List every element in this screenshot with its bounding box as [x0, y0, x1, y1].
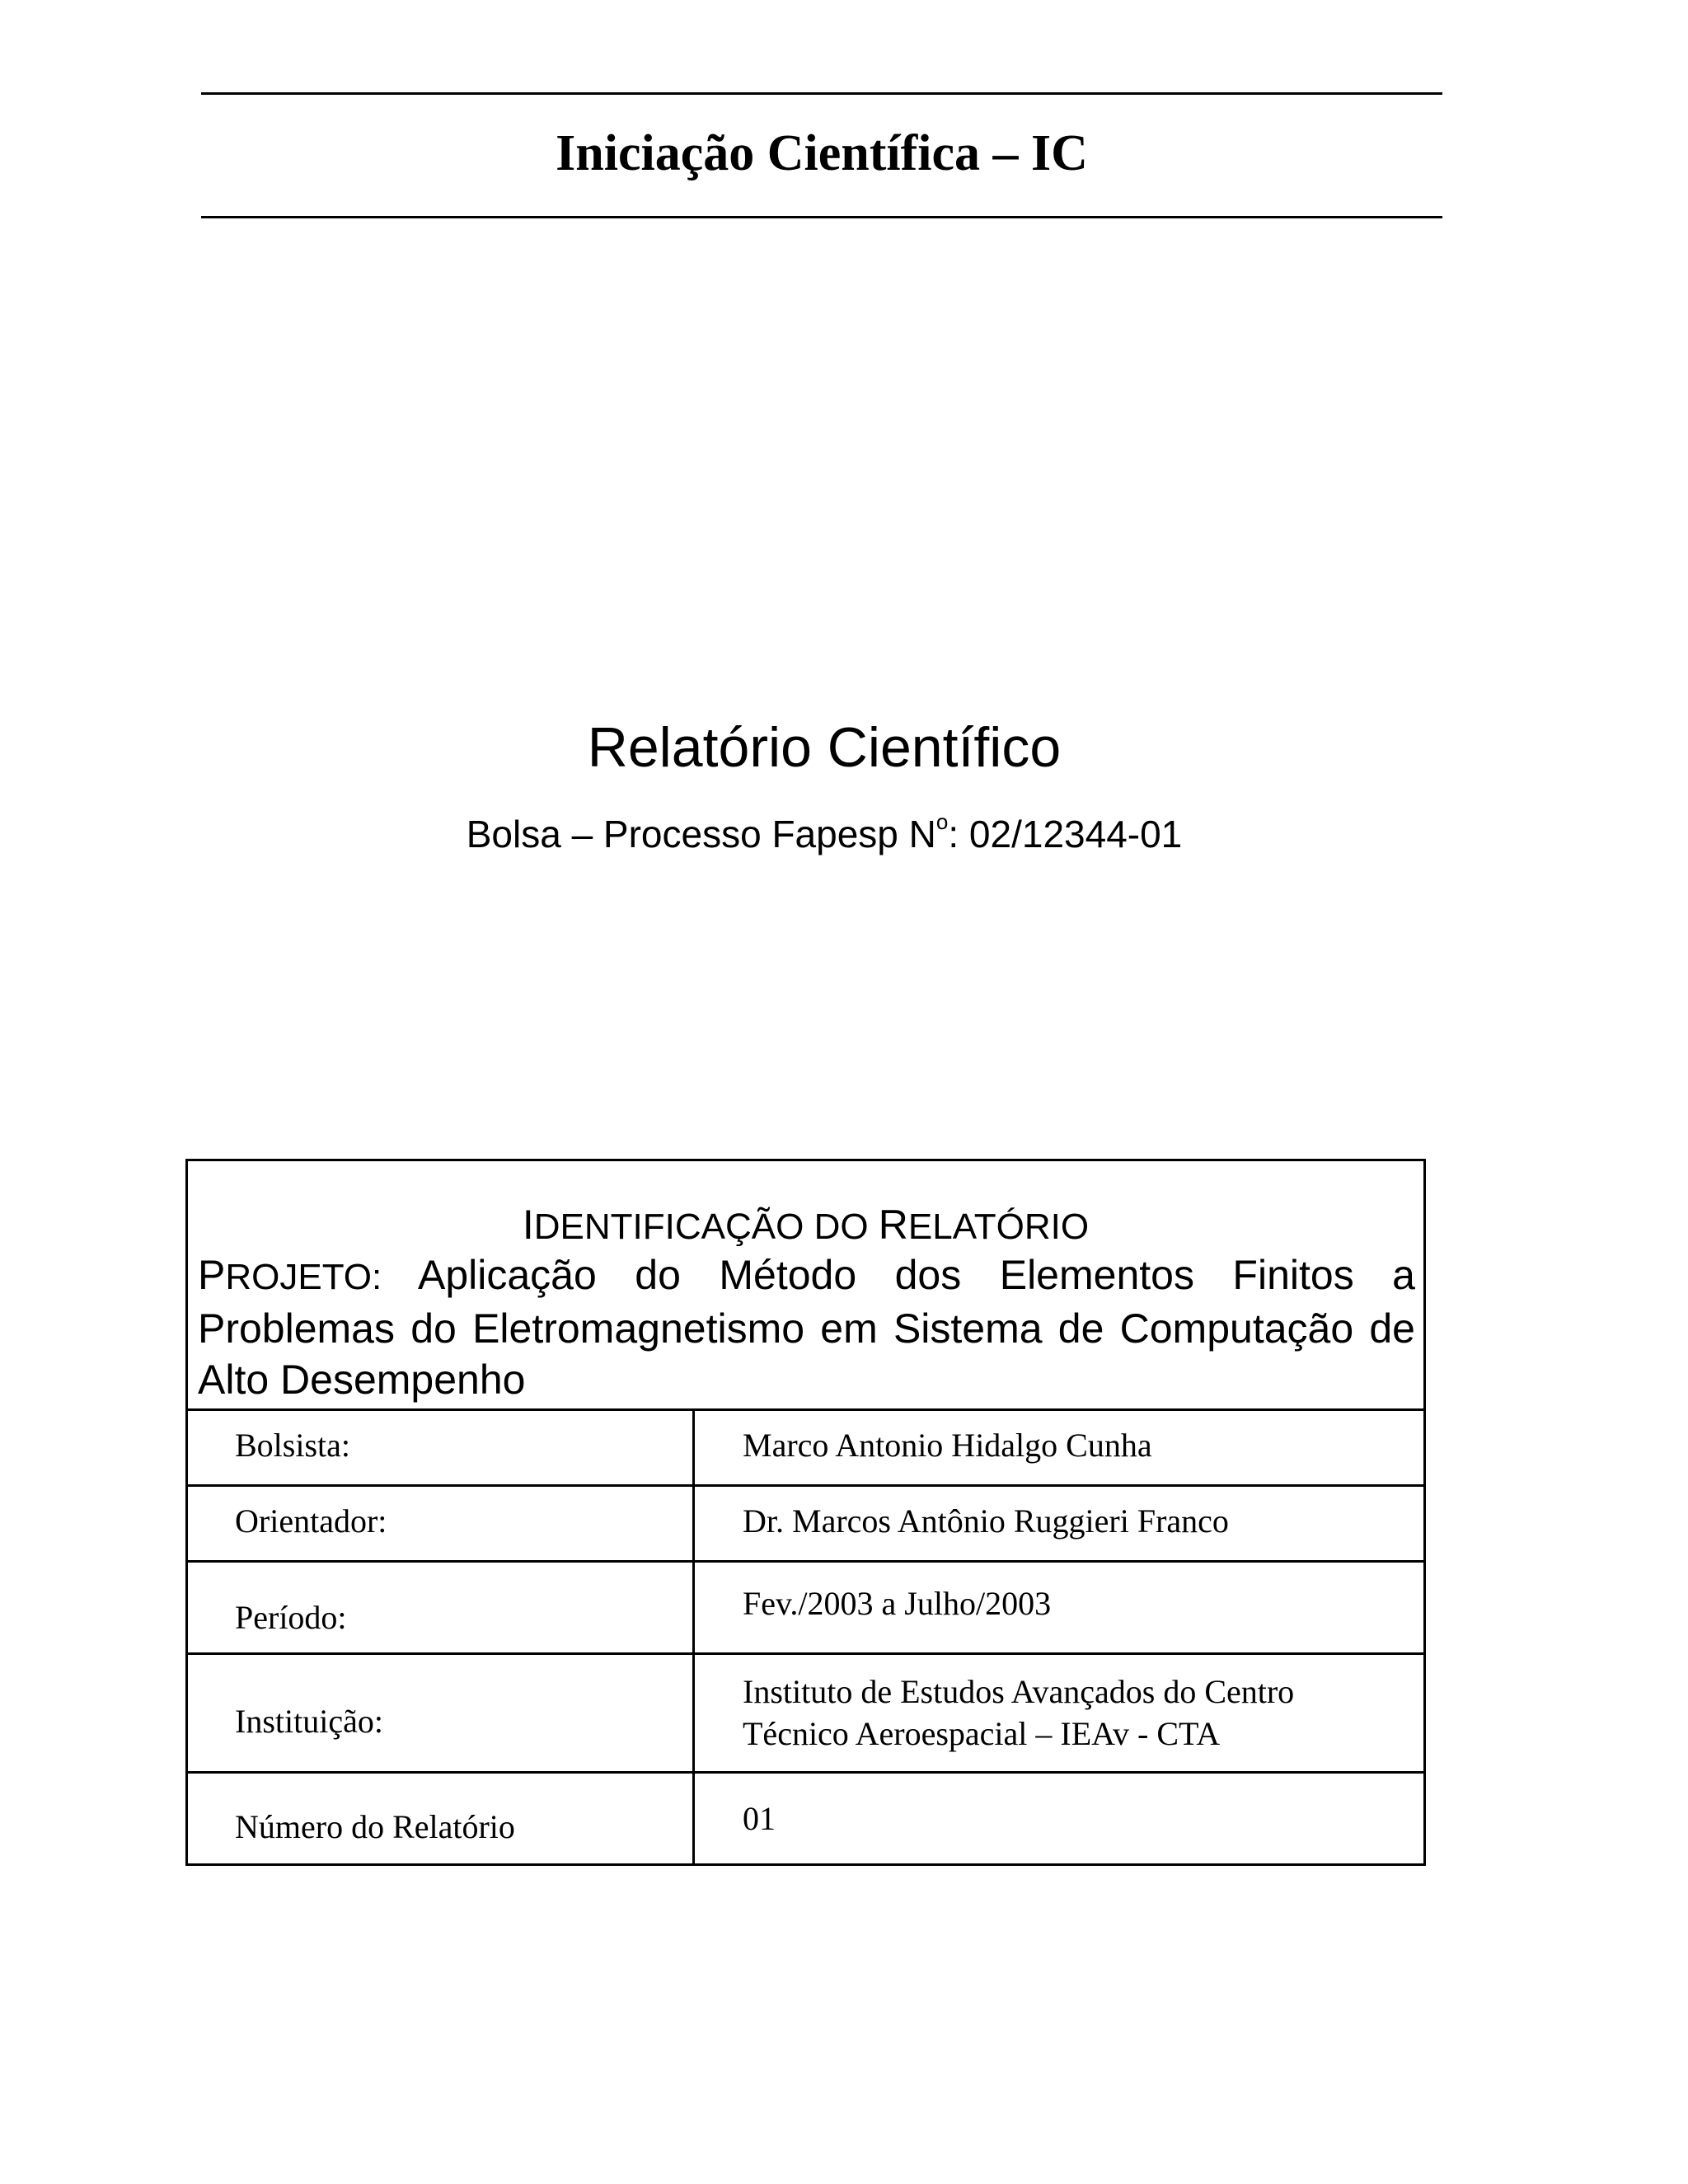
identification-table	[185, 1159, 1426, 1866]
identification-header-cell	[187, 1160, 1425, 1410]
report-subtitle	[0, 809, 1648, 859]
project-title: Aplicação do Método dos Elementos Finitos a Problemas do Eletromagnetismo em Sistema de Computação de Alto Desempenho	[198, 1252, 1415, 1403]
table-row	[187, 1773, 1425, 1865]
row-value: Marco Antonio Hidalgo Cunha	[743, 1427, 1152, 1464]
table-row	[187, 1654, 1425, 1773]
row-label-cell	[187, 1486, 694, 1562]
row-value: Fev./2003 a Julho/2003	[743, 1585, 1052, 1622]
row-value-cell	[694, 1654, 1425, 1773]
report-title: Relatório Científico	[587, 716, 1062, 779]
row-label: Bolsista:	[235, 1427, 351, 1464]
row-value: Dr. Marcos Antônio Ruggieri Franco	[743, 1502, 1229, 1540]
table-row	[187, 1562, 1425, 1654]
identification-heading: IDENTIFICAÇÃO DO RELATÓRIO	[522, 1202, 1090, 1248]
row-value-cell	[694, 1486, 1425, 1562]
row-value-cell	[694, 1773, 1425, 1865]
row-value-cell	[694, 1562, 1425, 1654]
row-value-line-2: Técnico Aeroespacial – IEAv - CTA	[743, 1715, 1221, 1752]
row-value-line-1: Instituto de Estudos Avançados do Centro	[743, 1673, 1295, 1710]
row-label: Período:	[235, 1599, 347, 1636]
row-label-cell	[187, 1773, 694, 1865]
row-value: 01	[743, 1800, 776, 1837]
project-description: PROJETO: Aplicação do Método dos Elementos Finitos a Problemas do Eletromagnetismo em Sistema de Computação de Alto Desempenho	[198, 1252, 1415, 1403]
header-title: Iniciação Científica – IC	[556, 125, 1088, 181]
row-label-cell	[187, 1654, 694, 1773]
subtitle-superscript: o	[935, 809, 949, 834]
subtitle-prefix: Bolsa – Processo Fapesp N	[466, 813, 936, 855]
row-label-cell	[187, 1562, 694, 1654]
row-value-cell	[694, 1410, 1425, 1486]
row-label: Instituição:	[235, 1703, 383, 1740]
row-label: Orientador:	[235, 1502, 387, 1540]
header-bottom-rule	[201, 216, 1442, 218]
table-row	[187, 1410, 1425, 1486]
subtitle-suffix: : 02/12344-01	[948, 813, 1183, 855]
row-label-cell	[187, 1410, 694, 1486]
header-top-rule	[201, 92, 1442, 95]
table-row	[187, 1486, 1425, 1562]
row-label: Número do Relatório	[235, 1808, 515, 1845]
